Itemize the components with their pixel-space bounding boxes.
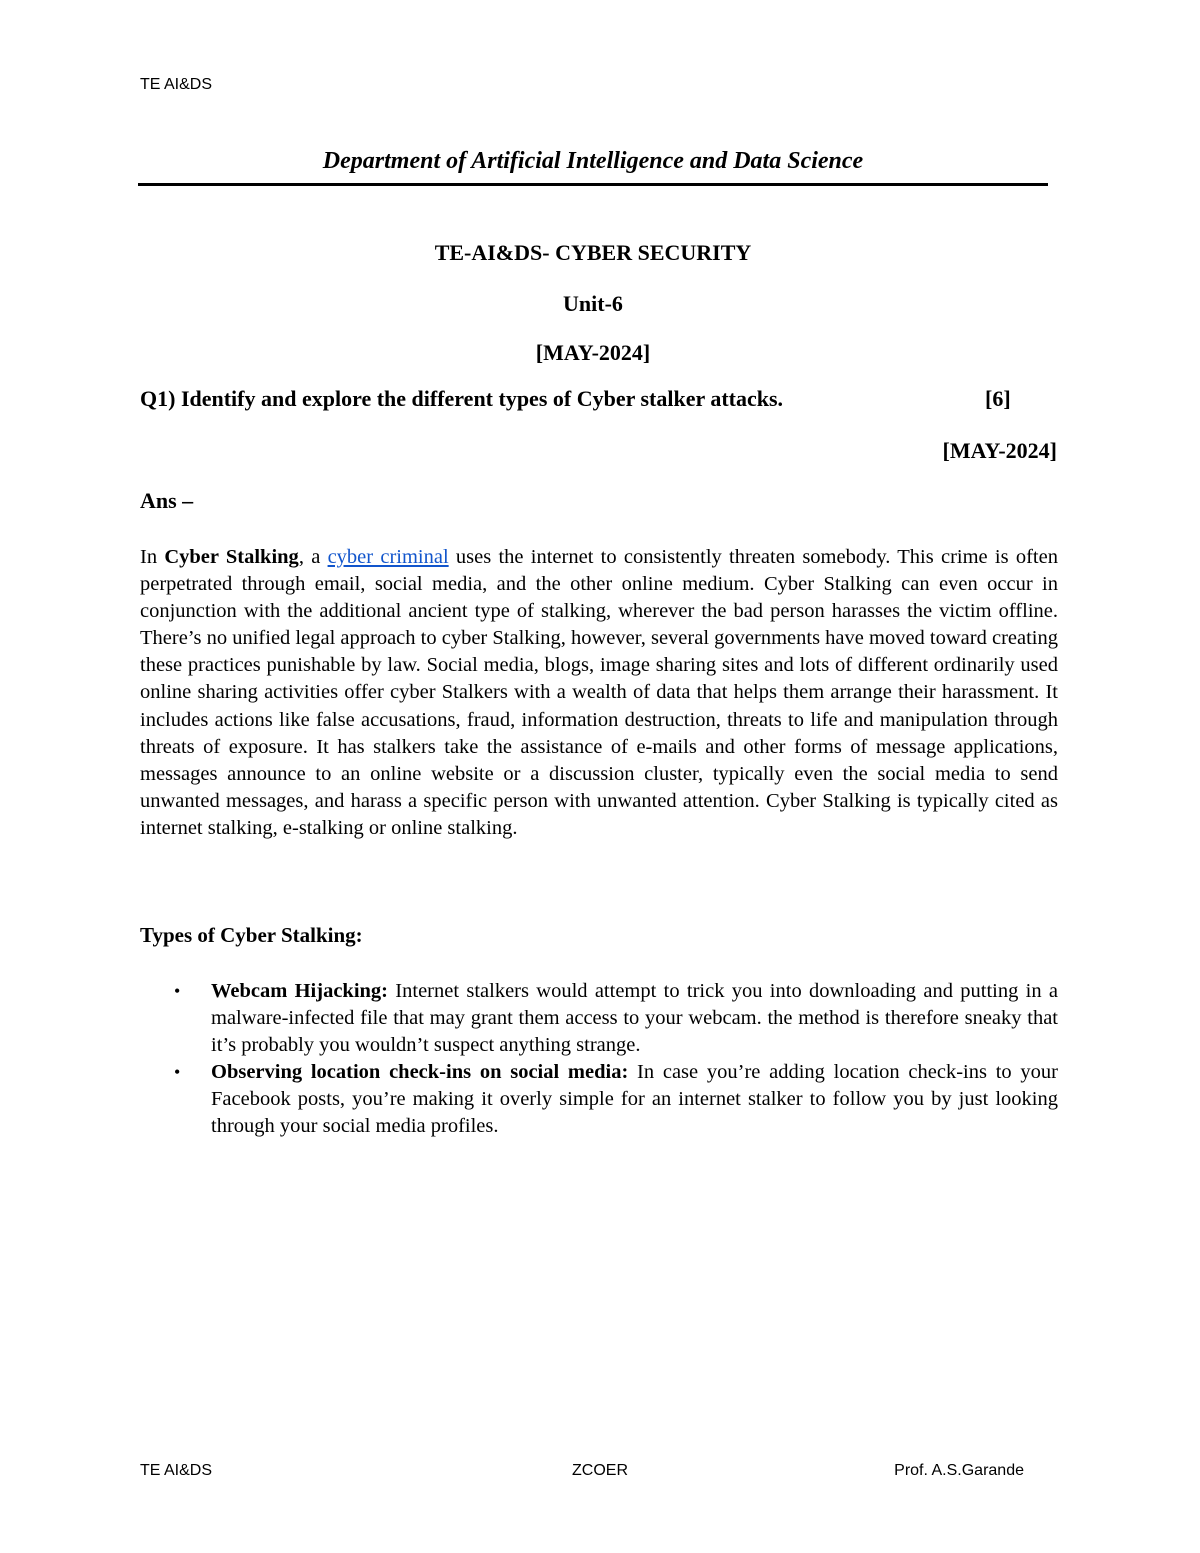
question-text: Q1) Identify and explore the different types of Cyber stalker attacks. [140,386,784,411]
paragraph-term: Cyber Stalking [164,546,299,568]
department-heading: Department of Artificial Intelligence and Data Science [322,148,864,174]
session-label: [MAY-2024] [535,340,651,365]
bullet-icon: • [174,1062,181,1083]
paragraph-intro: In [140,546,165,568]
type-description: Internet stalkers would attempt to trick you into downloading and putting in a malware-infected file that may grant them access to your webcam. the method is therefore sneaky that it’s probably you wouldn’t suspect anything strange. [211,980,1058,1057]
unit-label: Unit-6 [563,291,623,316]
types-list [140,978,1058,1141]
footer-institute: ZCOER [572,1462,628,1479]
paragraph-body: uses the internet to consistently threaten somebody. This crime is often perpetrated through email, social media, and the other online medium. Cyber Stalking can even occur in conjunction with the additional ancient type of stalking, wherever the bad person harasses the victim offline. There’s no unified legal approach to cyber Stalking, however, several governments have moved toward creating these practices punishable by law. Social media, blogs, image sharing sites and lots of different ordinarily used online sharing activities offer cyber Stalkers with a wealth of data that helps them arrange their harassment. It includes actions like false accusations, fraud, information destruction, threats to life and manipulation through threats of exposure. It has stalkers take the assistance of e-mails and other forms of message applications, messages announce to an online website or a discussion cluster, typically even the social media to send unwanted messages, and harass a specific person with unwanted attention. Cyber Stalking is typically cited as internet stalking, e-stalking or online stalking. [140,546,1058,839]
question-marks: [6] [985,386,1011,411]
types-heading: Types of Cyber Stalking: [140,923,363,947]
type-title: Observing location check-ins on social media: [211,1061,629,1084]
page-header: TE AI&DS [140,76,213,93]
footer-course: TE AI&DS [140,1462,213,1479]
type-description: In case you’re adding location check-ins to your Facebook posts, you’re making it overly simple for an internet stalker to follow you by just looking through your social media profiles. [211,1061,1058,1138]
question-exam-tag: [MAY-2024] [942,438,1057,463]
paragraph-mid: , a [298,546,328,568]
answer-paragraph [140,544,1058,842]
type-title: Webcam Hijacking: [211,980,388,1002]
list-item [140,1059,1058,1140]
header-divider [138,183,1048,186]
bullet-icon: • [174,981,181,1001]
footer-author: Prof. A.S.Garande [894,1462,1024,1479]
answer-label: Ans – [140,488,194,513]
document-title: TE-AI&DS- CYBER SECURITY [434,240,752,265]
cyber-criminal-link[interactable]: cyber criminal [327,546,449,568]
list-item [140,978,1058,1059]
